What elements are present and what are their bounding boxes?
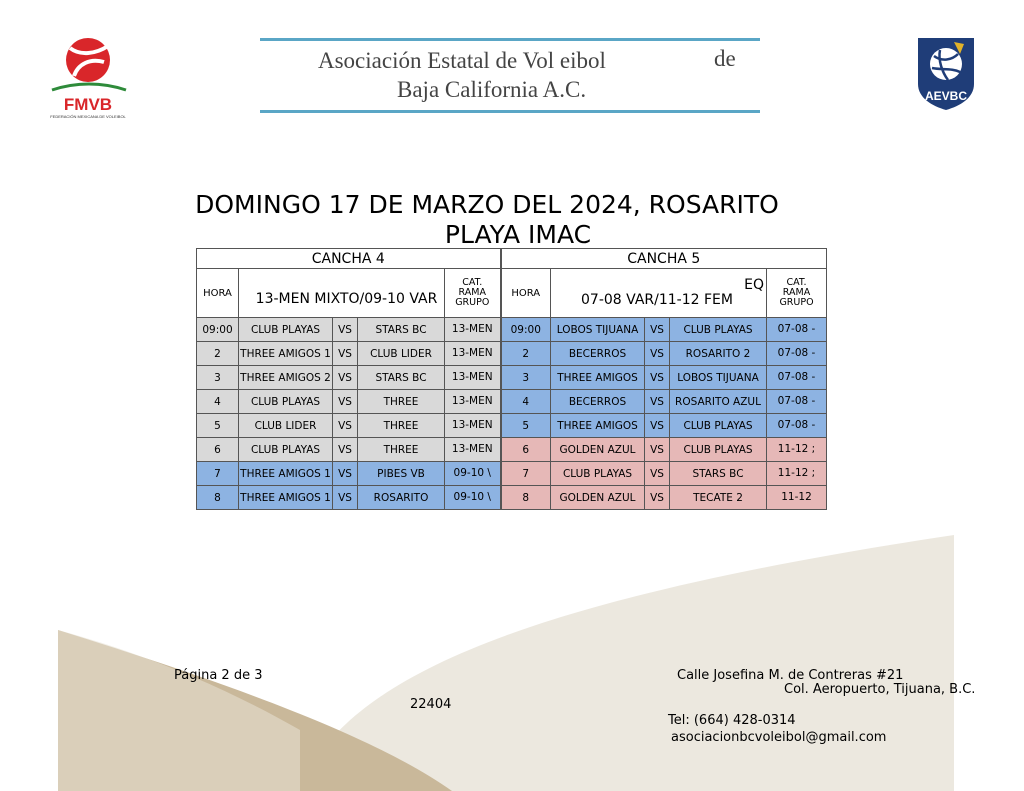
court4-category: 13-MEN: [445, 366, 501, 390]
table-row: [197, 414, 827, 438]
court4-team-home: THREE AMIGOS 1: [239, 486, 333, 510]
court4-category: 13-MEN: [445, 318, 501, 342]
court5-match-time: 09:00: [501, 318, 551, 342]
court5-match-time: 4: [501, 390, 551, 414]
svg-text:FMVB: FMVB: [63, 95, 113, 114]
court5-team-home: CLUB PLAYAS: [551, 462, 645, 486]
category-header-right: [551, 269, 767, 318]
court5-match-time: 8: [501, 486, 551, 510]
court4-team-away: STARS BC: [358, 366, 445, 390]
court4-team-away: CLUB LIDER: [358, 342, 445, 366]
court4-match-time: 09:00: [197, 318, 239, 342]
court4-category: 13-MEN: [445, 414, 501, 438]
court5-team-home: BECERROS: [551, 342, 645, 366]
court5-vs-label: VS: [645, 366, 670, 390]
table-row: [197, 318, 827, 342]
court5-category: 07-08 -: [767, 318, 827, 342]
court5-vs-label: VS: [645, 318, 670, 342]
address-line2: Col. Aeropuerto, Tijuana, B.C.: [784, 682, 976, 697]
table-row: [197, 390, 827, 414]
court5-category: 11-12 ;: [767, 462, 827, 486]
court5-team-home: GOLDEN AZUL: [551, 486, 645, 510]
org-name-de: de: [714, 46, 736, 71]
court-4-header: CANCHA 4: [197, 249, 501, 269]
court5-team-home: LOBOS TIJUANA: [551, 318, 645, 342]
court5-category: 07-08 -: [767, 414, 827, 438]
court5-match-time: 5: [501, 414, 551, 438]
court4-vs-label: VS: [333, 486, 358, 510]
aevbc-logo: [914, 34, 978, 116]
header-top-line: [260, 38, 760, 41]
court4-team-home: CLUB LIDER: [239, 414, 333, 438]
court5-vs-label: VS: [645, 390, 670, 414]
court5-team-home: THREE AMIGOS: [551, 366, 645, 390]
volleyball-icon: [46, 34, 130, 120]
court4-vs-label: VS: [333, 342, 358, 366]
court4-team-home: CLUB PLAYAS: [239, 318, 333, 342]
court5-category: 11-12 ;: [767, 438, 827, 462]
court4-team-away: STARS BC: [358, 318, 445, 342]
table-row: [197, 342, 827, 366]
court4-category: 09-10 \: [445, 462, 501, 486]
court4-team-away: THREE: [358, 438, 445, 462]
court5-category: 07-08 -: [767, 390, 827, 414]
court4-match-time: 3: [197, 366, 239, 390]
court4-match-time: 6: [197, 438, 239, 462]
court5-team-away: TECATE 2: [670, 486, 767, 510]
court5-vs-label: VS: [645, 342, 670, 366]
court4-team-home: CLUB PLAYAS: [239, 438, 333, 462]
court4-category: 13-MEN: [445, 438, 501, 462]
court4-team-home: THREE AMIGOS 2: [239, 366, 333, 390]
court5-category: 07-08 -: [767, 366, 827, 390]
category-header-right-text: 07-08 VAR/11-12 FEM: [581, 292, 733, 308]
court5-category: 11-12: [767, 486, 827, 510]
court4-vs-label: VS: [333, 462, 358, 486]
header-bottom-line: [260, 110, 760, 113]
page-number: Página 2 de 3: [174, 668, 263, 683]
court5-match-time: 2: [501, 342, 551, 366]
schedule-rows: [197, 318, 827, 510]
schedule-table: [196, 248, 827, 510]
table-row: [197, 486, 827, 510]
address-line1: Calle Josefina M. de Contreras #21: [677, 668, 904, 683]
court5-category: 07-08 -: [767, 342, 827, 366]
court5-match-time: 3: [501, 366, 551, 390]
court4-match-time: 7: [197, 462, 239, 486]
phone: Tel: (664) 428-0314: [668, 713, 796, 728]
court4-vs-label: VS: [333, 390, 358, 414]
shield-icon: [914, 34, 978, 116]
hora-header-right: HORA: [501, 269, 551, 318]
court5-team-away: ROSARITO 2: [670, 342, 767, 366]
svg-text:AEVBC: AEVBC: [924, 89, 968, 103]
org-name-line1: Asociación Estatal de Vol eibol: [318, 48, 606, 73]
table-row: [197, 462, 827, 486]
court4-team-home: THREE AMIGOS 1: [239, 342, 333, 366]
court4-match-time: 5: [197, 414, 239, 438]
court4-team-away: PIBES VB: [358, 462, 445, 486]
event-title-line2: PLAYA IMAC: [444, 220, 592, 249]
cat-header-right: CAT. RAMA GRUPO: [767, 269, 827, 318]
court5-match-time: 6: [501, 438, 551, 462]
court4-team-home: CLUB PLAYAS: [239, 390, 333, 414]
court4-match-time: 2: [197, 342, 239, 366]
email: asociacionbcvoleibol@gmail.com: [671, 730, 887, 745]
court4-category: 13-MEN: [445, 342, 501, 366]
court5-team-away: ROSARITO AZUL: [670, 390, 767, 414]
court4-vs-label: VS: [333, 318, 358, 342]
event-title-line1: DOMINGO 17 DE MARZO DEL 2024, ROSARITO: [195, 190, 779, 219]
court5-team-away: CLUB PLAYAS: [670, 438, 767, 462]
court5-team-away: CLUB PLAYAS: [670, 318, 767, 342]
court5-match-time: 7: [501, 462, 551, 486]
court5-team-home: GOLDEN AZUL: [551, 438, 645, 462]
court4-team-home: THREE AMIGOS 1: [239, 462, 333, 486]
category-header-left: 13-MEN MIXTO/09-10 VAR: [239, 269, 445, 318]
table-row: [197, 438, 827, 462]
court5-team-away: STARS BC: [670, 462, 767, 486]
svg-text:FEDERACIÓN MEXICANA DE VOLEIBO: FEDERACIÓN MEXICANA DE VOLEIBOL: [50, 114, 126, 119]
court4-team-away: ROSARITO: [358, 486, 445, 510]
court4-vs-label: VS: [333, 414, 358, 438]
org-name-line2: Baja California A.C.: [397, 77, 587, 102]
court4-vs-label: VS: [333, 366, 358, 390]
court5-vs-label: VS: [645, 462, 670, 486]
zip-code: 22404: [410, 697, 452, 712]
court4-team-away: THREE: [358, 414, 445, 438]
court4-team-away: THREE: [358, 390, 445, 414]
court5-vs-label: VS: [645, 414, 670, 438]
court4-match-time: 8: [197, 486, 239, 510]
court4-match-time: 4: [197, 390, 239, 414]
court5-vs-label: VS: [645, 438, 670, 462]
hora-header-left: HORA: [197, 269, 239, 318]
court5-team-away: CLUB PLAYAS: [670, 414, 767, 438]
court5-team-away: LOBOS TIJUANA: [670, 366, 767, 390]
eq-label: EQ: [744, 277, 764, 293]
fmvb-logo: [46, 34, 130, 120]
table-row: [197, 366, 827, 390]
court-5-header: CANCHA 5: [501, 249, 827, 269]
court5-vs-label: VS: [645, 486, 670, 510]
court5-team-home: THREE AMIGOS: [551, 414, 645, 438]
court4-category: 13-MEN: [445, 390, 501, 414]
court4-vs-label: VS: [333, 438, 358, 462]
organization-header: [260, 36, 760, 116]
court4-category: 09-10 \: [445, 486, 501, 510]
cat-header-left: CAT. RAMA GRUPO: [445, 269, 501, 318]
court5-team-home: BECERROS: [551, 390, 645, 414]
